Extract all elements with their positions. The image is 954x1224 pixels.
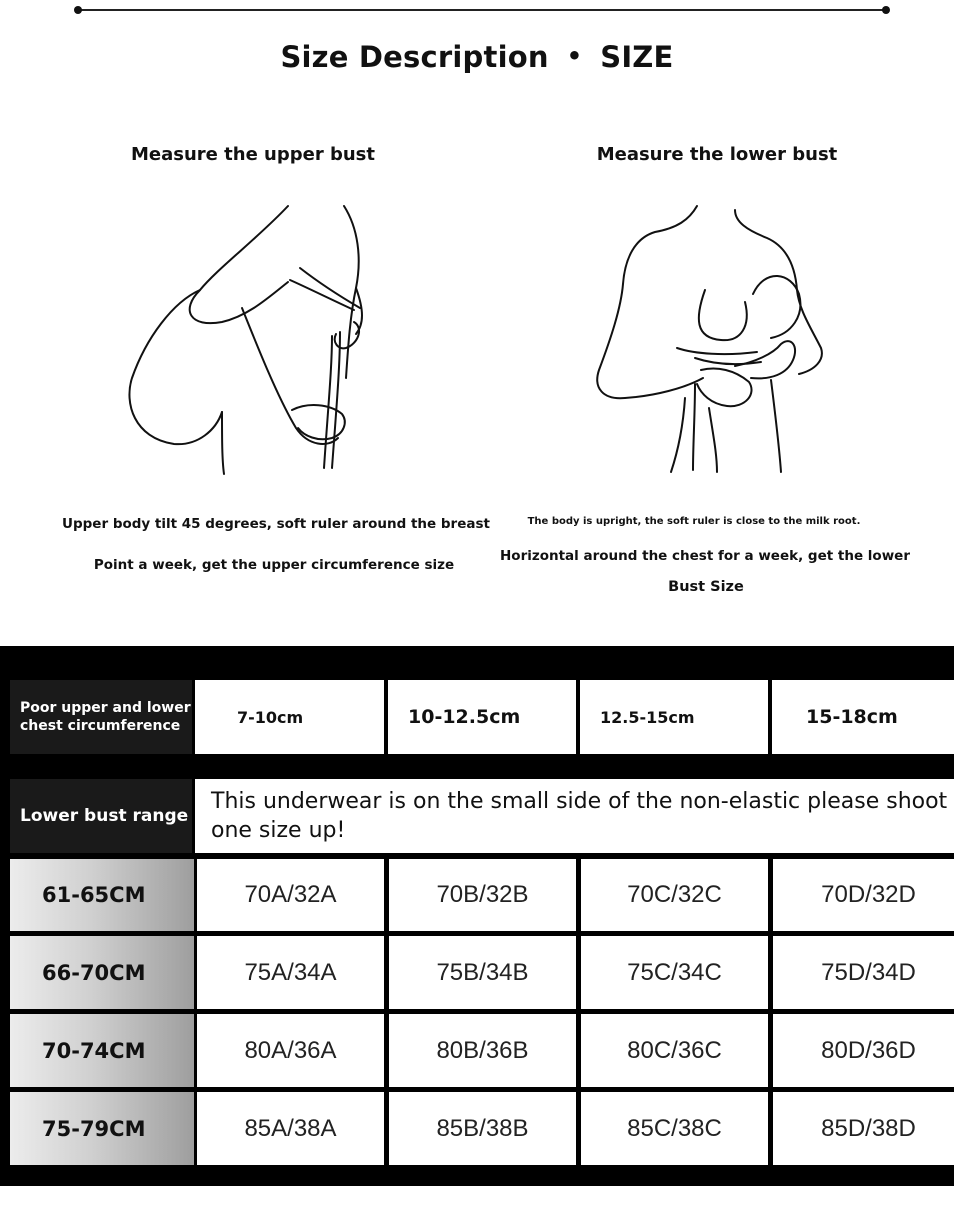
size-cell: 75D/34D	[773, 936, 954, 1009]
lower-bust-heading: Measure the lower bust	[596, 144, 838, 165]
size-cell: 80D/36D	[773, 1014, 954, 1087]
size-cell: 85C/38C	[581, 1092, 768, 1165]
diff-cell: 15-18cm	[772, 680, 954, 754]
title-separator: •	[566, 42, 583, 70]
range-cell: 75-79CM	[10, 1092, 194, 1165]
size-cell: 85D/38D	[773, 1092, 954, 1165]
upper-caption-line2: Point a week, get the upper circumference size	[93, 557, 455, 573]
lower-bust-illustration	[585, 198, 835, 483]
size-cell: 80A/36A	[197, 1014, 384, 1087]
diff-label: Poor upper and lower chest circumference	[10, 680, 192, 754]
diff-cell: 7-10cm	[195, 680, 384, 754]
lower-caption-line1: The body is upright, the soft ruler is close to the milk root.	[527, 516, 861, 527]
lower-caption-line3: Bust Size	[668, 579, 744, 595]
range-cell: 66-70CM	[10, 936, 194, 1009]
size-table	[0, 646, 954, 1186]
size-cell: 70C/32C	[581, 859, 768, 931]
size-cell: 75A/34A	[197, 936, 384, 1009]
range-cell: 61-65CM	[10, 859, 194, 931]
diff-cell: 10-12.5cm	[388, 680, 576, 754]
range-cell: 70-74CM	[10, 1014, 194, 1087]
lower-caption-line2: Horizontal around the chest for a week, get the lower	[500, 548, 910, 564]
title-suffix: SIZE	[600, 40, 674, 74]
page-title	[0, 40, 954, 74]
upper-caption-line1: Upper body tilt 45 degrees, soft ruler around the breast	[62, 516, 490, 532]
top-divider	[78, 9, 886, 11]
diff-cell: 12.5-15cm	[580, 680, 768, 754]
size-cell: 85A/38A	[197, 1092, 384, 1165]
divider-dot-right	[882, 6, 890, 14]
upper-bust-heading: Measure the upper bust	[131, 144, 375, 165]
divider-dot-left	[74, 6, 82, 14]
size-cell: 75C/34C	[581, 936, 768, 1009]
size-note: This underwear is on the small side of the non-elastic please shoot one size up!	[195, 779, 954, 853]
size-cell: 70B/32B	[389, 859, 576, 931]
size-cell: 70D/32D	[773, 859, 954, 931]
title-main: Size Description	[280, 40, 549, 74]
upper-bust-illustration	[118, 198, 388, 483]
size-cell: 85B/38B	[389, 1092, 576, 1165]
size-cell: 80C/36C	[581, 1014, 768, 1087]
size-cell: 80B/36B	[389, 1014, 576, 1087]
size-cell: 70A/32A	[197, 859, 384, 931]
range-label: Lower bust range	[10, 779, 192, 853]
size-cell: 75B/34B	[389, 936, 576, 1009]
